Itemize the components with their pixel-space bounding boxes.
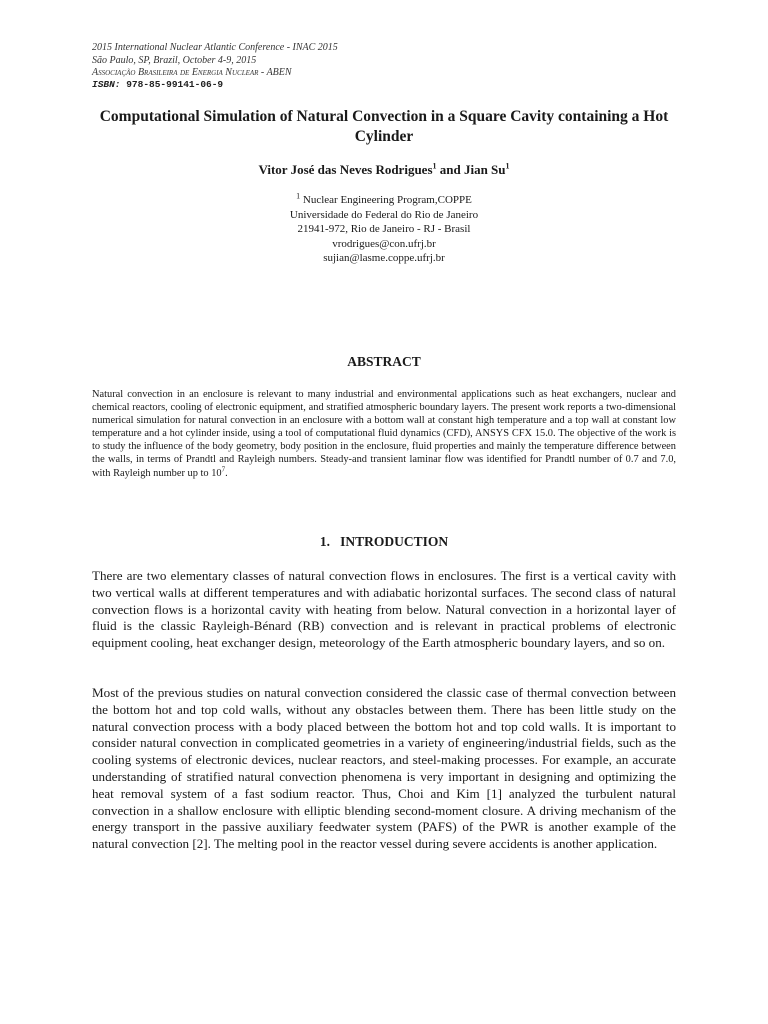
affiliation-mark: 1 (296, 191, 301, 201)
author-2-email: sujian@lasme.coppe.ufrj.br (323, 252, 445, 264)
paper-title: Computational Simulation of Natural Convection in a Square Cavity containing a Hot Cylinder (99, 108, 669, 145)
conference-name: 2015 International Nuclear Atlantic Conference - INAC 2015 (92, 42, 338, 53)
affiliation-block (92, 193, 676, 266)
author-1: Vitor José das Neves Rodrigues (258, 162, 433, 177)
isbn-label: ISBN: (92, 79, 121, 90)
affiliation-program (92, 193, 676, 208)
introduction-paragraph-2: Most of the previous studies on natural convection considered the classic case of thermal convection between the bottom hot and top cold walls, without any obstacles between them. There has been little study on the natural convection process with a body placed between the bottom hot and top cold walls. It is important to consider natural convection in complicated geometries in a variety of engineering/industrial fields, such as the cooling systems of electronic devices, nuclear reactors, and steel-making processes. For example, an accurate understanding of stratified natural convection phenomena is very important in designing and optimizing the heat removal system of a fast sodium reactor. Thus, Choi and Kim [1] analyzed the turbulent natural convection in a shallow enclosure with elliptic blending second-moment closure. A driving mechanism of the energy transport in the passive auxiliary feedwater system (PAFS) of the PWR is another example of the natural convection [2]. The melting pool in the reactor vessel during severe accidents is another application. (92, 685, 676, 852)
introduction-paragraph-1: There are two elementary classes of natural convection flows in enclosures. The first is a vertical cavity with two vertical walls at different temperatures and with adiabatic horizontal surfaces. The second class of natural convection flows is a horizontal cavity with heating from below. Natural convection in a horizontal layer of fluid is the classic Rayleigh-Bénard (RB) convection and is relevant in practical problems of electronic equipment cooling, heat exchanger design, meteorology of the Earth atmospheric boundary layers, and so on. (92, 568, 676, 651)
isbn-value: 978-85-99141-06-9 (126, 79, 224, 90)
affiliation-university: Universidade do Federal do Rio de Janeiro (289, 208, 479, 221)
author-2: Jian Su (463, 162, 506, 177)
abstract-tail: . (225, 467, 228, 479)
author-1-email: vrodrigues@con.ufrj.br (332, 237, 436, 250)
abstract-exponent: 7 (221, 465, 226, 474)
conference-location-date: São Paulo, SP, Brazil, October 4-9, 2015 (92, 54, 257, 66)
section-heading-introduction: 1. INTRODUCTION (319, 534, 449, 549)
abstract-body: Natural convection in an enclosure is relevant to many industrial and environmental applications such as heat exchangers, nuclear and chemical reactors, cooling of electronic equipment, and stratified atmospheric boundary layers. The present work reports a two-dimensional numerical simulation for natural convection in an enclosure with a bottom wall at constant high temperature and a top wall at constant low temperature and a hot cylinder inside, using a tool of computational fluid dynamics (CFD), ANSYS CFX 15.0. The objective of the work is to study the influence of the body geometry, body position in the enclosure, fluid properties and mainly the temperature difference between the walls, in terms of Prandtl and Rayleigh numbers. Steady-and transient laminar flow was identified for Prandtl number of 0.7 and 7.0, with Rayleigh number up to 10 (92, 389, 676, 479)
author-line (92, 162, 676, 178)
isbn-line (92, 79, 223, 90)
conference-header (92, 42, 338, 80)
conference-organizer: Associação Brasileira de Energia Nuclear - ABEN (92, 67, 292, 78)
abstract-text (92, 388, 676, 480)
affiliation-address: 21941-972, Rio de Janeiro - RJ - Brasil (297, 223, 471, 235)
author-1-affiliation-mark: 1 (432, 161, 437, 171)
author-2-affiliation-mark: 1 (505, 161, 510, 171)
author-conjunction: and (436, 162, 464, 177)
abstract-heading: ABSTRACT (347, 354, 421, 369)
affiliation-program-text: Nuclear Engineering Program,COPPE (300, 194, 472, 206)
